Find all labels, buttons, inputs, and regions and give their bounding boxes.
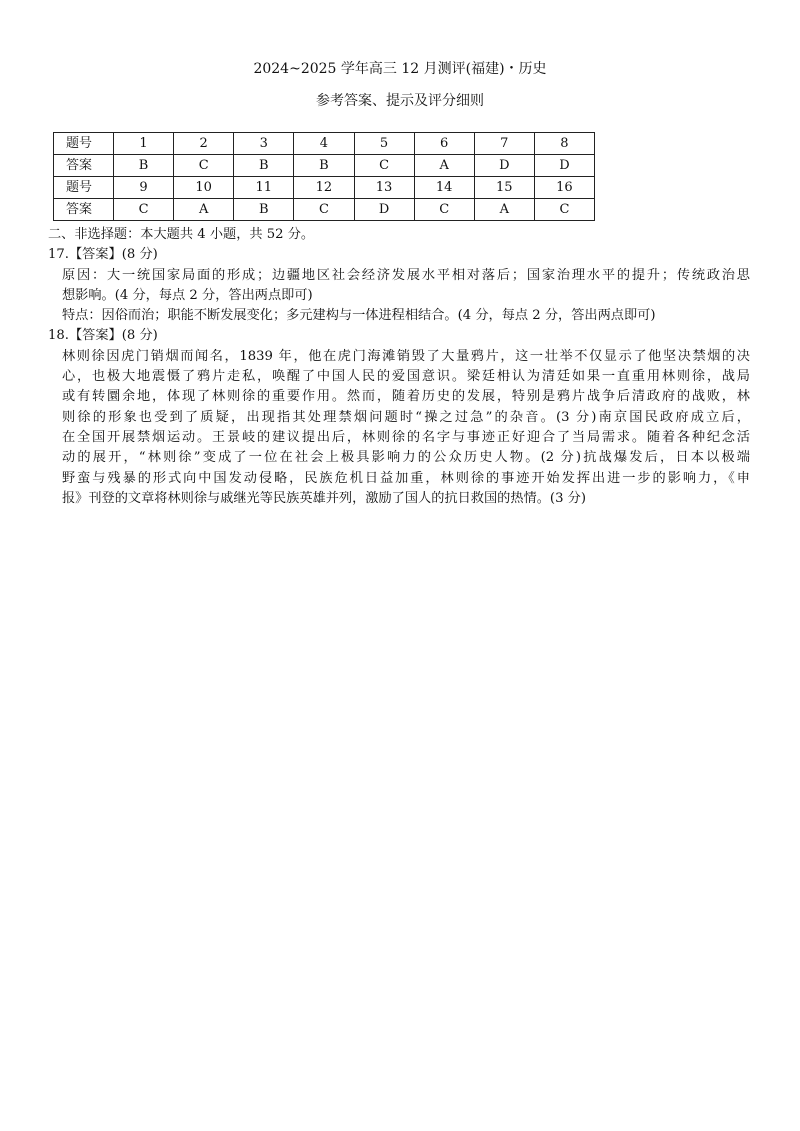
answer-table-cell: 13 bbox=[354, 177, 414, 199]
answer-table-row bbox=[54, 177, 595, 199]
q18-line: 报》刊登的文章将林则徐与戚继光等民族英雄并列，激励了国人的抗日救国的热情。(3 分) bbox=[62, 490, 586, 506]
answer-table-cell: 3 bbox=[234, 133, 294, 155]
document-subtitle: 参考答案、提示及评分细则 bbox=[316, 93, 484, 109]
answer-table-cell: 9 bbox=[114, 177, 174, 199]
answer-table-row-label: 答案 bbox=[54, 199, 114, 221]
answer-table-cell: D bbox=[534, 155, 594, 177]
answer-table-body bbox=[54, 133, 595, 221]
answer-table-cell: 8 bbox=[534, 133, 594, 155]
answer-table-cell: 12 bbox=[294, 177, 354, 199]
answer-table bbox=[53, 132, 595, 221]
q18-heading: 18.【答案】(8 分) bbox=[48, 328, 158, 344]
answer-table-cell: 4 bbox=[294, 133, 354, 155]
answer-table-cell: 15 bbox=[474, 177, 534, 199]
answer-table-cell: C bbox=[414, 199, 474, 221]
answer-table-cell: C bbox=[114, 199, 174, 221]
answer-table-cell: B bbox=[234, 199, 294, 221]
answer-table-cell: 16 bbox=[534, 177, 594, 199]
answer-body bbox=[48, 225, 750, 509]
q17-reason-line-2: 想影响。(4 分，每点 2 分，答出两点即可) bbox=[62, 287, 313, 303]
answer-table-row bbox=[54, 199, 595, 221]
answer-table-cell: A bbox=[474, 199, 534, 221]
q17-heading: 17.【答案】(8 分) bbox=[48, 247, 158, 263]
answer-table-cell: C bbox=[534, 199, 594, 221]
answer-table-cell: 2 bbox=[174, 133, 234, 155]
answer-table-cell: 11 bbox=[234, 177, 294, 199]
answer-table-row bbox=[54, 133, 595, 155]
answer-table-cell: 5 bbox=[354, 133, 414, 155]
q18-line: 野蛮与残暴的形式向中国发动侵略，民族危机日益加重，林则徐的事迹开始发挥出进一步的影响力，《申 bbox=[62, 470, 750, 486]
answer-table-row-label: 答案 bbox=[54, 155, 114, 177]
answer-table-row-label: 题号 bbox=[54, 133, 114, 155]
q18-line: 或有转圜余地，体现了林则徐的重要作用。然而，随着历史的发展，特别是鸦片战争后清政府的战败，林 bbox=[62, 389, 750, 405]
answer-table-cell: 1 bbox=[114, 133, 174, 155]
q17-feature-line: 特点：因俗而治；职能不断发展变化；多元建构与一体进程相结合。(4 分，每点 2 分，答出两点即可) bbox=[62, 308, 656, 324]
answer-table-cell: 6 bbox=[414, 133, 474, 155]
answer-table-cell: C bbox=[294, 199, 354, 221]
answer-table-row bbox=[54, 155, 595, 177]
answer-table-cell: B bbox=[294, 155, 354, 177]
section2-heading: 二、非选择题：本大题共 4 小题，共 52 分。 bbox=[48, 227, 315, 242]
answer-table-cell: C bbox=[354, 155, 414, 177]
q18-line: 则徐的形象也受到了质疑，出现指其处理禁烟问题时“操之过急”的杂音。(3 分)南京国民政府成立后， bbox=[62, 409, 750, 425]
q18-line: 在全国开展禁烟运动。王景岐的建议提出后，林则徐的名字与事迹正好迎合了当局需求。随着各种纪念活 bbox=[62, 429, 750, 445]
q18-line: 林则徐因虎门销烟而闻名，1839 年，他在虎门海滩销毁了大量鸦片，这一壮举不仅显示了他坚决禁烟的决 bbox=[62, 348, 750, 364]
answer-table-cell: 7 bbox=[474, 133, 534, 155]
answer-table-cell: D bbox=[474, 155, 534, 177]
answer-table-cell: 10 bbox=[174, 177, 234, 199]
answer-table-cell: C bbox=[174, 155, 234, 177]
answer-table-cell: A bbox=[414, 155, 474, 177]
document-title: 2024~2025 学年高三 12 月测评(福建)・历史 bbox=[253, 61, 547, 77]
q18-line: 动的展开，“林则徐”变成了一位在社会上极具影响力的公众历史人物。(2 分)抗战爆发后，日本以极端 bbox=[62, 450, 750, 466]
answer-table-cell: A bbox=[174, 199, 234, 221]
answer-table-cell: D bbox=[354, 199, 414, 221]
answer-table-row-label: 题号 bbox=[54, 177, 114, 199]
q18-line: 心，也极大地震慑了鸦片走私，唤醒了中国人民的爱国意识。梁廷枏认为清廷如果一直重用林则徐，战局 bbox=[62, 369, 750, 385]
answer-table-cell: 14 bbox=[414, 177, 474, 199]
answer-table-cell: B bbox=[234, 155, 294, 177]
q17-reason-line-1: 原因：大一统国家局面的形成；边疆地区社会经济发展水平相对落后；国家治理水平的提升；传统政治思 bbox=[62, 267, 750, 283]
answer-table-cell: B bbox=[114, 155, 174, 177]
